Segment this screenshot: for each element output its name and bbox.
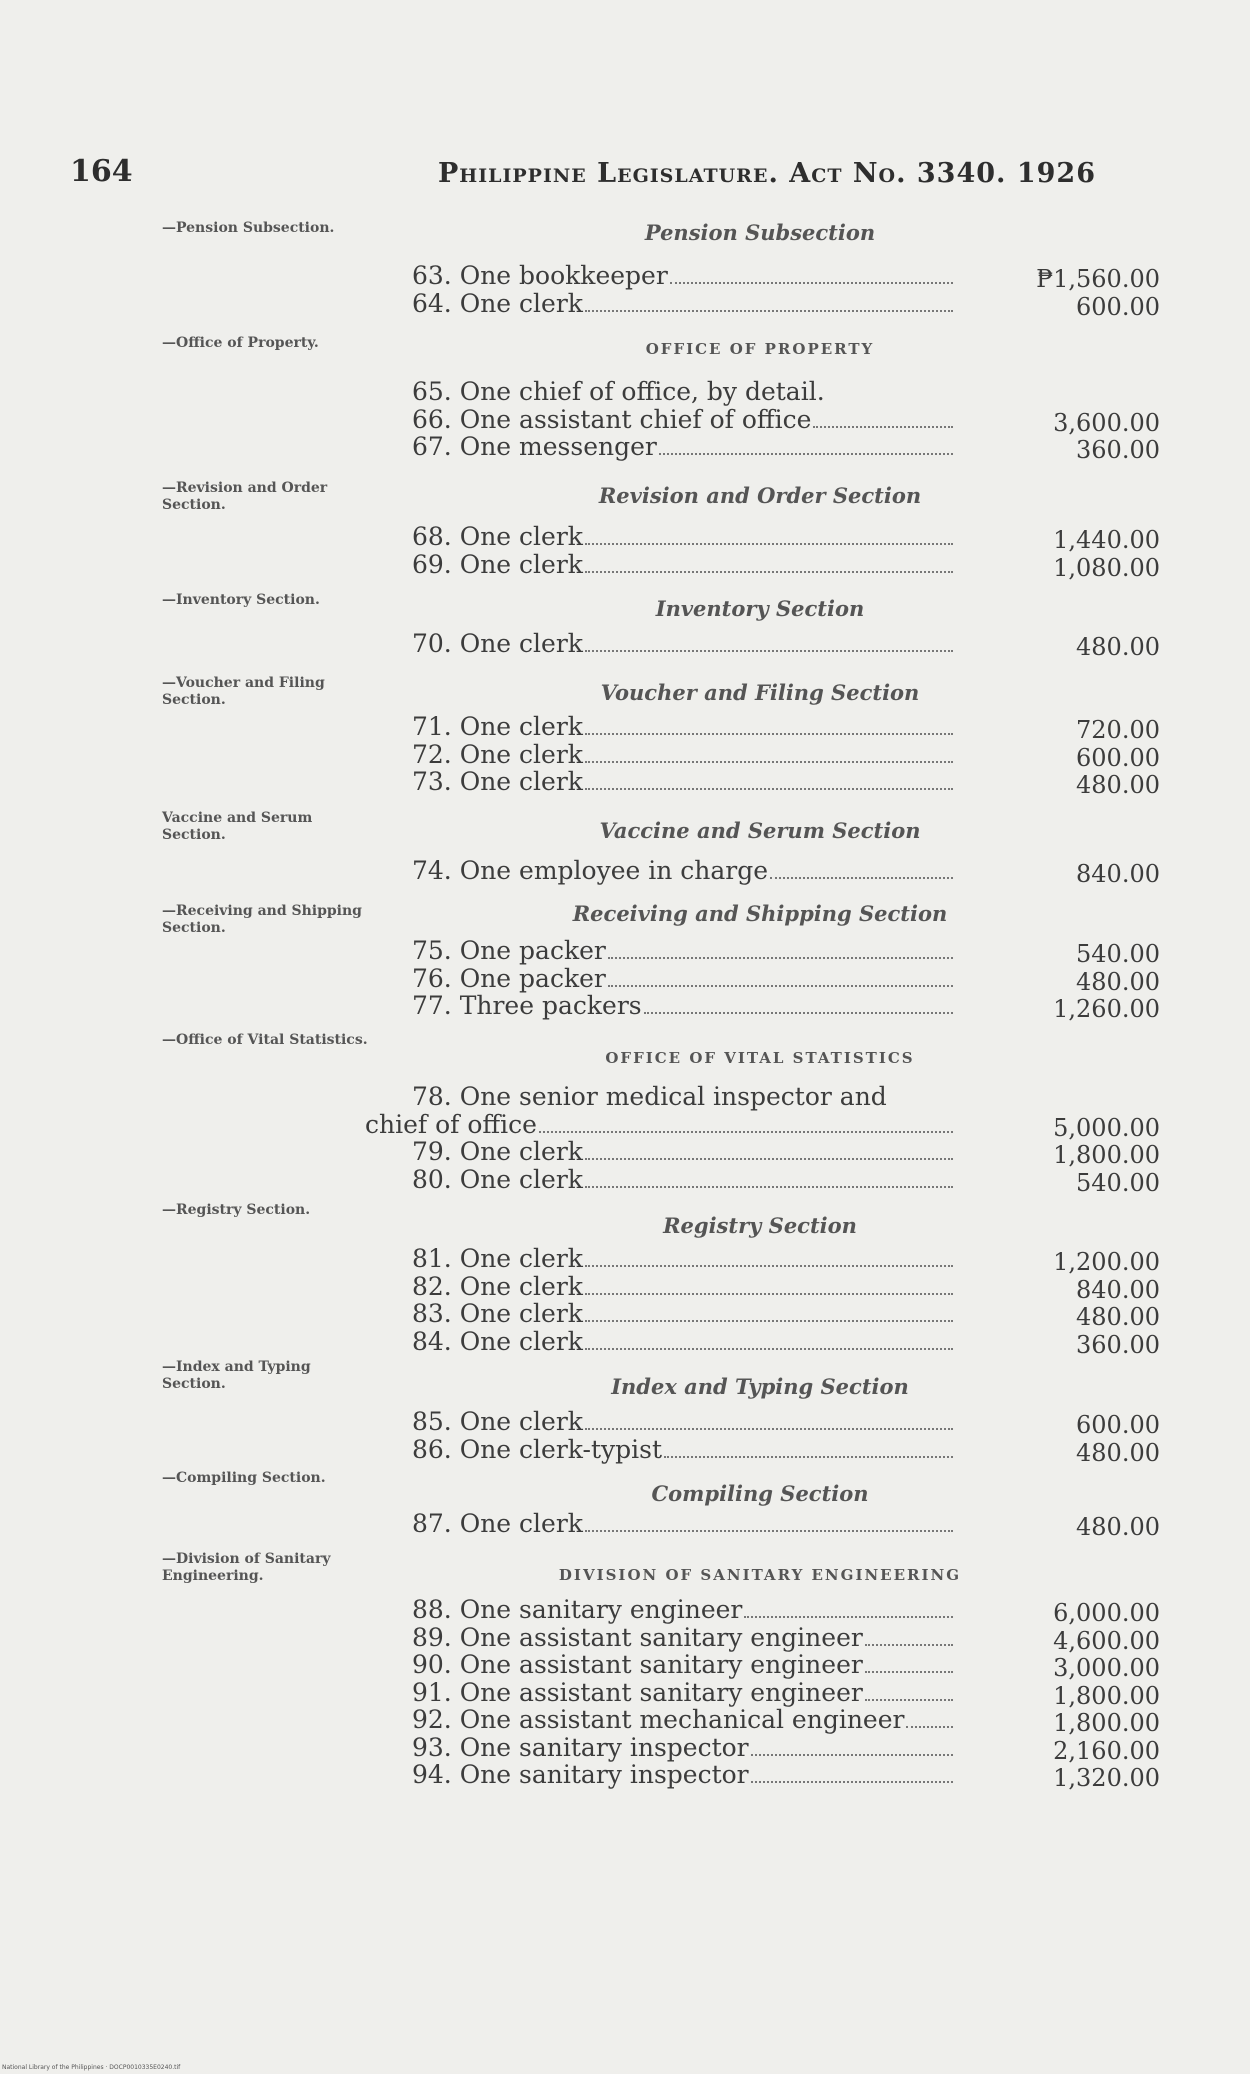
item-text: 94. One sanitary inspector — [412, 1761, 749, 1789]
amount: 360.00 — [1076, 1330, 1160, 1359]
line-item — [412, 1273, 957, 1301]
leader-dots — [585, 787, 953, 790]
margin-note: —Index and Typing Section. — [162, 1359, 311, 1392]
line-item — [412, 1408, 957, 1436]
line-item — [412, 1596, 957, 1624]
leader-dots — [585, 649, 953, 652]
margin-note: —Office of Vital Statistics. — [162, 1032, 368, 1048]
section-heading: Vaccine and Serum Section — [599, 818, 921, 843]
item-text: 93. One sanitary inspector — [412, 1733, 749, 1762]
item-text: 81. One clerk — [412, 1245, 583, 1273]
line-item — [412, 630, 957, 658]
item-text: 68. One clerk — [412, 523, 583, 551]
amount: 1,200.00 — [1053, 1248, 1160, 1276]
amount: 1,800.00 — [1053, 1681, 1160, 1710]
line-item — [412, 1436, 957, 1464]
line-item — [412, 1245, 957, 1273]
amount: 540.00 — [1076, 940, 1160, 968]
section-heading: Inventory Section — [655, 596, 865, 621]
amount: 3,000.00 — [1053, 1654, 1160, 1682]
leader-dots — [659, 452, 953, 455]
leader-dots — [585, 1529, 953, 1532]
item-text: 86. One clerk-typist — [412, 1435, 662, 1464]
leader-dots — [865, 1643, 953, 1646]
margin-note: —Division of Sanitary Engineering. — [162, 1551, 331, 1584]
line-item — [412, 713, 957, 741]
amount: 5,000.00 — [1053, 1113, 1160, 1142]
item-text: 92. One assistant mechanical engineer — [412, 1706, 905, 1734]
leader-dots — [644, 1011, 953, 1014]
amount: 600.00 — [1076, 743, 1160, 772]
amount: 480.00 — [1076, 1513, 1160, 1541]
item-text: 76. One packer — [412, 964, 606, 993]
leader-dots — [865, 1698, 953, 1701]
line-item — [412, 523, 957, 551]
amount: 360.00 — [1076, 436, 1160, 464]
leader-dots — [664, 1455, 953, 1458]
leader-dots — [585, 1319, 953, 1322]
line-item — [412, 741, 957, 769]
amount: 600.00 — [1076, 1411, 1160, 1439]
amount: 1,440.00 — [1053, 526, 1160, 554]
line-item — [412, 1651, 957, 1679]
leader-dots — [813, 425, 953, 428]
running-header: Philippine Legislature. Act No. 3340. 1926 — [438, 158, 1096, 189]
amount: 840.00 — [1076, 1275, 1160, 1304]
line-item — [412, 1300, 957, 1328]
line-item — [412, 768, 957, 796]
section-heading: Registry Section — [663, 1213, 857, 1238]
item-text: 65. One chief of office, by detail. — [412, 378, 825, 406]
line-item — [412, 857, 957, 885]
item-text: 91. One assistant sanitary engineer — [412, 1678, 863, 1707]
amount: 1,320.00 — [1053, 1764, 1160, 1792]
amount: 1,800.00 — [1053, 1141, 1160, 1169]
leader-dots — [585, 1185, 953, 1188]
line-item — [412, 1138, 957, 1166]
item-text: 88. One sanitary engineer — [412, 1596, 743, 1624]
amount: 6,000.00 — [1053, 1599, 1160, 1627]
leader-dots — [585, 1427, 953, 1430]
amount: 540.00 — [1076, 1168, 1160, 1197]
page-number: 164 — [70, 154, 133, 189]
item-text: 74. One employee in charge — [412, 857, 769, 885]
section-heading: Index and Typing Section — [611, 1374, 909, 1399]
margin-note: —Compiling Section. — [162, 1470, 326, 1486]
amount: 840.00 — [1076, 860, 1160, 888]
amount: 3,600.00 — [1053, 408, 1160, 437]
amount: 480.00 — [1076, 1438, 1160, 1467]
section-heading: Receiving and Shipping Section — [572, 901, 948, 926]
item-text: 71. One clerk — [412, 713, 583, 741]
amount: 480.00 — [1076, 771, 1160, 799]
section-heading: Compiling Section — [651, 1481, 869, 1506]
line-item — [412, 262, 957, 290]
line-item — [412, 1083, 957, 1111]
line-item — [412, 290, 957, 318]
margin-note: —Inventory Section. — [162, 592, 320, 608]
item-text: 85. One clerk — [412, 1408, 583, 1436]
leader-dots — [585, 1157, 953, 1160]
leader-dots — [670, 281, 953, 284]
line-item — [412, 1166, 957, 1194]
leader-dots — [744, 1615, 953, 1618]
line-item — [412, 406, 957, 434]
leader-dots — [585, 1264, 953, 1267]
item-text: 70. One clerk — [412, 630, 583, 658]
line-item — [412, 1706, 957, 1734]
line-item — [412, 1328, 957, 1356]
margin-note: —Registry Section. — [162, 1202, 311, 1218]
leader-dots — [751, 1780, 953, 1783]
line-item — [412, 1734, 957, 1762]
margin-note: —Office of Property. — [162, 335, 319, 351]
amount: 600.00 — [1076, 292, 1160, 321]
item-text: chief of office — [365, 1109, 537, 1139]
item-text: 87. One clerk — [412, 1510, 583, 1538]
section-heading: Pension Subsection — [644, 220, 876, 245]
item-text: 90. One assistant sanitary engineer — [412, 1651, 863, 1679]
leader-dots — [585, 1292, 953, 1295]
margin-note: Vaccine and Serum Section. — [162, 810, 313, 843]
amount: 720.00 — [1076, 716, 1160, 744]
line-item — [412, 1510, 957, 1538]
section-heading: Revision and Order Section — [598, 483, 922, 508]
item-text: 83. One clerk — [412, 1300, 583, 1328]
item-text: 77. Three packers — [412, 992, 642, 1020]
amount: 1,800.00 — [1053, 1709, 1160, 1737]
amount: 480.00 — [1076, 967, 1160, 996]
leader-dots — [585, 1347, 953, 1350]
amount: 480.00 — [1076, 1303, 1160, 1331]
leader-dots — [585, 309, 953, 312]
section-heading: OFFICE OF PROPERTY — [645, 340, 875, 358]
line-item-continuation — [365, 1111, 957, 1139]
section-heading: OFFICE OF VITAL STATISTICS — [605, 1049, 915, 1067]
leader-dots — [751, 1753, 953, 1756]
line-item — [412, 433, 957, 461]
leader-dots — [585, 542, 953, 545]
leader-dots — [585, 570, 953, 573]
leader-dots — [770, 876, 953, 879]
leader-dots — [585, 760, 953, 763]
item-text: 79. One clerk — [412, 1138, 583, 1166]
line-item — [412, 937, 957, 965]
leader-dots — [865, 1670, 953, 1673]
item-text: 82. One clerk — [412, 1272, 583, 1301]
amount: ₱1,560.00 — [1036, 265, 1160, 293]
amount: 2,160.00 — [1053, 1736, 1160, 1765]
line-item — [412, 992, 957, 1020]
item-text: 89. One assistant sanitary engineer — [412, 1623, 863, 1652]
leader-dots — [539, 1130, 953, 1133]
item-text: 72. One clerk — [412, 740, 583, 769]
item-text: 69. One clerk — [412, 550, 583, 579]
margin-note: —Voucher and Filing Section. — [162, 675, 325, 708]
line-item — [412, 1624, 957, 1652]
amount: 480.00 — [1076, 633, 1160, 661]
margin-note: —Revision and Order Section. — [162, 480, 328, 513]
item-text: 66. One assistant chief of office — [412, 405, 812, 434]
leader-dots — [608, 984, 953, 987]
amount: 1,080.00 — [1053, 553, 1160, 582]
item-text: 64. One clerk — [412, 289, 583, 318]
margin-note: —Pension Subsection. — [162, 220, 335, 236]
item-text: 84. One clerk — [412, 1327, 583, 1356]
item-text: 63. One bookkeeper — [412, 262, 668, 290]
item-text: 78. One senior medical inspector and — [412, 1083, 887, 1111]
scan-footer: National Library of the Philippines · DOCP0010335E0240.tif — [2, 2064, 181, 2071]
amount: 1,260.00 — [1053, 995, 1160, 1023]
item-text: 80. One clerk — [412, 1165, 583, 1194]
leader-dots — [608, 956, 953, 959]
item-text: 67. One messenger — [412, 433, 657, 461]
item-text: 75. One packer — [412, 937, 606, 965]
section-heading: Voucher and Filing Section — [600, 680, 920, 705]
item-text: 73. One clerk — [412, 768, 583, 796]
leader-dots — [585, 732, 953, 735]
line-item — [412, 551, 957, 579]
amount: 4,600.00 — [1053, 1626, 1160, 1655]
line-item — [412, 378, 957, 406]
line-item — [412, 965, 957, 993]
margin-note: —Receiving and Shipping Section. — [162, 903, 362, 936]
section-heading: DIVISION OF SANITARY ENGINEERING — [558, 1566, 962, 1584]
leader-dots — [906, 1725, 953, 1728]
line-item — [412, 1679, 957, 1707]
line-item — [412, 1761, 957, 1789]
